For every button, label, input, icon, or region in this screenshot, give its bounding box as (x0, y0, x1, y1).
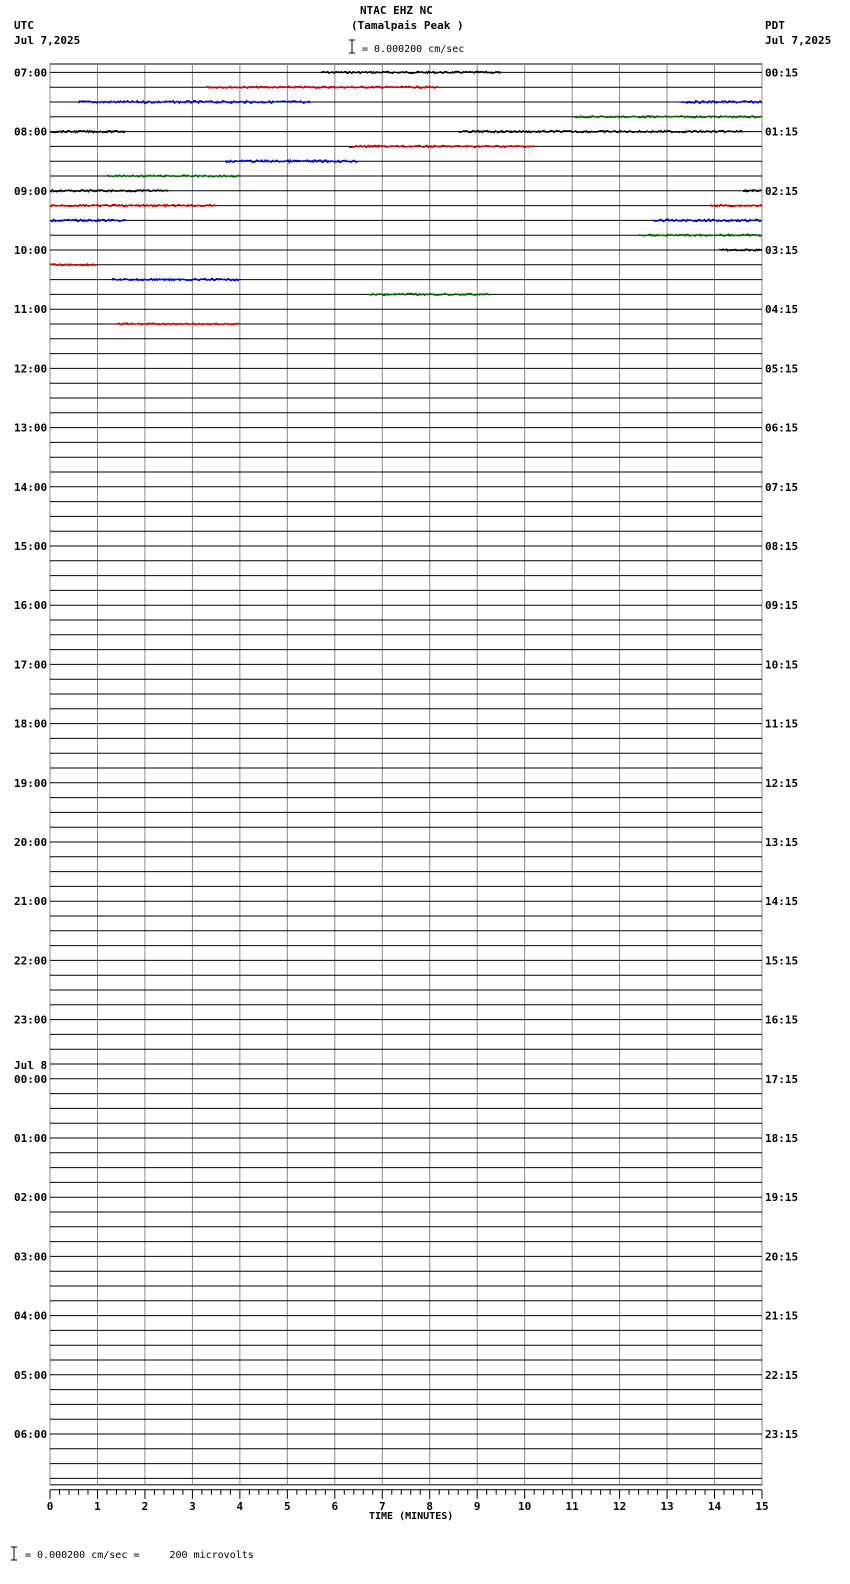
seismic-speck (711, 205, 712, 207)
seismic-speck (228, 323, 229, 325)
pdt-hour-label: 11:15 (765, 717, 799, 731)
seismic-speck (266, 86, 267, 88)
x-tick-label: 8 (426, 1499, 434, 1513)
seismic-speck (695, 234, 696, 236)
seismic-speck (744, 190, 745, 192)
seismic-speck (227, 101, 228, 103)
seismic-speck (756, 234, 757, 236)
utc-hour-label: 20:00 (14, 836, 48, 849)
pdt-hour-label: 01:15 (765, 125, 799, 139)
seismic-speck (59, 190, 60, 192)
seismic-speck (384, 293, 385, 295)
seismic-speck (748, 190, 749, 192)
scale-bar-icon (11, 40, 355, 1560)
seismic-speck (168, 279, 169, 281)
seismic-speck (515, 131, 516, 133)
pdt-hour-label: 20:15 (765, 1250, 799, 1264)
seismic-speck (231, 101, 232, 103)
seismic-speck (84, 264, 85, 266)
pdt-hour-label: 04:15 (765, 303, 799, 317)
seismic-speck (752, 190, 753, 192)
seismic-speck (731, 219, 732, 221)
seismic-speck (691, 101, 692, 103)
seismic-speck (123, 131, 124, 133)
pdt-hour-label: 15:15 (765, 954, 799, 968)
seismic-speck (377, 293, 378, 295)
seismic-burst (226, 160, 358, 162)
seismic-speck (166, 205, 167, 207)
seismic-speck (479, 293, 480, 295)
seismic-speck (377, 145, 378, 147)
seismic-speck (60, 219, 61, 221)
seismic-speck (700, 219, 701, 221)
pdt-hour-label: 02:15 (765, 184, 799, 198)
utc-hour-label: 07:00 (14, 66, 48, 80)
x-tick-label: 13 (660, 1499, 674, 1513)
pdt-hour-label: 23:15 (765, 1428, 799, 1441)
seismic-speck (445, 145, 446, 147)
seismic-speck (354, 71, 355, 73)
seismic-speck (111, 219, 112, 221)
seismic-speck (416, 71, 417, 73)
seismic-speck (736, 219, 737, 221)
seismic-speck (429, 71, 430, 73)
x-tick-label: 5 (284, 1499, 291, 1513)
seismic-speck (177, 323, 178, 325)
seismic-speck (99, 219, 100, 221)
utc-hour-label: 14:00 (14, 480, 48, 494)
seismic-speck (61, 205, 62, 207)
seismic-speck (715, 116, 716, 118)
x-tick-label: 0 (46, 1499, 54, 1513)
seismic-speck (139, 175, 140, 177)
seismic-speck (740, 205, 741, 207)
seismic-burst (50, 264, 97, 266)
seismic-speck (654, 234, 655, 236)
seismic-speck (746, 205, 747, 207)
pdt-hour-label: 21:15 (765, 1309, 799, 1323)
seismic-speck (121, 175, 122, 177)
seismic-speck (475, 131, 476, 133)
seismic-burst (681, 101, 761, 103)
seismic-speck (94, 131, 95, 133)
seismic-speck (599, 116, 600, 118)
seismic-speck (67, 131, 68, 133)
right-timezone: PDT (765, 19, 785, 32)
seismic-speck (57, 131, 58, 133)
seismic-speck (220, 86, 221, 88)
seismic-speck (155, 323, 156, 325)
seismic-speck (688, 101, 689, 103)
seismic-speck (753, 190, 754, 192)
seismic-speck (167, 190, 168, 192)
pdt-hour-label: 18:15 (765, 1132, 799, 1145)
seismic-speck (501, 131, 502, 133)
seismic-speck (163, 279, 164, 281)
seismic-speck (202, 323, 203, 325)
seismic-speck (106, 131, 107, 133)
seismic-speck (299, 160, 300, 162)
seismic-speck (371, 86, 372, 88)
seismic-speck (688, 234, 689, 236)
seismic-speck (157, 279, 158, 281)
seismic-speck (757, 190, 758, 192)
seismic-speck (730, 205, 731, 207)
seismic-speck (736, 116, 737, 118)
seismic-speck (760, 205, 761, 207)
pdt-hour-label: 03:15 (765, 244, 799, 257)
seismic-speck (331, 86, 332, 88)
seismic-speck (759, 234, 760, 236)
seismic-speck (748, 101, 749, 103)
x-tick-label: 12 (612, 1499, 627, 1513)
location-subtitle: (Tamalpais Peak ) (351, 19, 464, 32)
seismic-speck (503, 131, 504, 133)
seismic-speck (91, 264, 92, 266)
seismic-speck (130, 190, 131, 192)
seismic-speck (100, 205, 101, 207)
utc-hour-label: 16:00 (14, 599, 48, 613)
seismic-speck (136, 190, 137, 192)
seismic-speck (64, 264, 65, 266)
utc-hour-label: 18:00 (14, 717, 48, 731)
seismic-speck (187, 205, 188, 207)
x-tick-label: 1 (94, 1499, 101, 1513)
seismic-speck (715, 101, 716, 103)
seismic-speck (512, 145, 513, 147)
seismic-speck (716, 101, 717, 103)
seismic-speck (727, 249, 728, 251)
seismic-speck (158, 323, 159, 325)
seismic-speck (60, 264, 61, 266)
x-tick-label: 3 (189, 1499, 196, 1513)
seismic-speck (745, 190, 746, 192)
seismic-speck (718, 219, 719, 221)
seismic-speck (731, 249, 732, 251)
seismic-speck (728, 205, 729, 207)
seismic-speck (459, 293, 460, 295)
seismic-speck (146, 323, 147, 325)
seismic-burst (653, 219, 761, 221)
seismic-burst (50, 190, 168, 192)
seismic-speck (439, 145, 440, 147)
seismic-speck (620, 131, 621, 133)
x-tick-label: 4 (236, 1499, 244, 1513)
seismic-speck (333, 71, 334, 73)
seismic-speck (136, 101, 137, 103)
seismic-speck (401, 145, 402, 147)
date-change-label: Jul 8 (14, 1058, 48, 1072)
seismic-speck (74, 205, 75, 207)
seismic-speck (55, 219, 56, 221)
seismic-speck (638, 116, 639, 118)
utc-hour-label: 04:00 (14, 1309, 48, 1323)
seismic-speck (141, 279, 142, 281)
seismic-speck (96, 190, 97, 192)
seismic-speck (116, 175, 117, 177)
seismic-speck (111, 190, 112, 192)
x-tick-label: 11 (565, 1499, 579, 1513)
seismic-speck (136, 279, 137, 281)
seismic-speck (127, 323, 128, 325)
seismic-speck (134, 205, 135, 207)
seismic-speck (734, 131, 735, 133)
seismic-speck (137, 175, 138, 177)
pdt-hour-label: 09:15 (765, 599, 799, 613)
x-tick-label: 9 (473, 1499, 481, 1513)
seismic-speck (398, 145, 399, 147)
left-timezone: UTC (14, 19, 34, 32)
seismic-speck (761, 249, 762, 251)
seismic-speck (730, 234, 731, 236)
seismic-speck (104, 219, 105, 221)
seismic-speck (695, 219, 696, 221)
seismic-speck (758, 249, 759, 251)
x-tick-label: 15 (755, 1499, 769, 1513)
seismic-speck (750, 249, 751, 251)
utc-hour-label: 17:00 (14, 658, 48, 672)
pdt-hour-label: 22:15 (765, 1368, 799, 1382)
pdt-hour-label: 08:15 (765, 540, 799, 553)
pdt-hour-label: 16:15 (765, 1013, 799, 1027)
seismic-speck (207, 323, 208, 325)
seismic-speck (326, 71, 327, 73)
seismic-speck (99, 190, 100, 192)
seismic-speck (322, 86, 323, 88)
utc-hour-label: 09:00 (14, 184, 48, 198)
seismic-speck (615, 116, 616, 118)
seismic-speck (576, 116, 577, 118)
seismic-speck (282, 86, 283, 88)
utc-hour-label: 11:00 (14, 303, 48, 317)
right-date: Jul 7,2025 (765, 34, 832, 47)
seismic-speck (537, 131, 538, 133)
seismic-speck (322, 160, 323, 162)
seismic-speck (756, 101, 757, 103)
seismic-speck (389, 71, 390, 73)
utc-hour-label: 06:00 (14, 1428, 48, 1441)
seismic-speck (119, 205, 120, 207)
seismic-burst (107, 175, 239, 177)
seismic-speck (447, 145, 448, 147)
seismic-speck (124, 219, 125, 221)
seismic-speck (294, 160, 295, 162)
seismic-speck (84, 190, 85, 192)
pdt-hour-label: 00:15 (765, 66, 799, 80)
seismic-speck (681, 219, 682, 221)
seismic-speck (749, 205, 750, 207)
utc-hour-label: 23:00 (14, 1013, 48, 1027)
utc-hour-label: 02:00 (14, 1191, 48, 1205)
pdt-hour-label: 06:15 (765, 421, 799, 435)
pdt-hour-label: 14:15 (765, 895, 799, 909)
utc-hour-label: 01:00 (14, 1132, 48, 1145)
seismic-speck (484, 71, 485, 73)
footer-scale-label: = 0.000200 cm/sec = 200 microvolts (25, 1550, 254, 1561)
seismic-speck (656, 234, 657, 236)
seismic-speck (83, 219, 84, 221)
utc-hour-label: 08:00 (14, 125, 48, 139)
seismic-speck (261, 160, 262, 162)
seismic-speck (54, 264, 55, 266)
seismic-speck (621, 116, 622, 118)
seismic-speck (431, 145, 432, 147)
seismic-speck (161, 175, 162, 177)
seismic-speck (684, 219, 685, 221)
seismic-speck (733, 101, 734, 103)
seismic-speck (81, 264, 82, 266)
seismic-speck (715, 205, 716, 207)
utc-hour-label: 03:00 (14, 1250, 48, 1264)
seismic-speck (131, 279, 132, 281)
seismic-speck (296, 160, 297, 162)
seismic-speck (131, 205, 132, 207)
x-tick-label: 14 (707, 1499, 722, 1513)
seismic-speck (513, 131, 514, 133)
seismic-speck (235, 86, 236, 88)
left-date: Jul 7,2025 (14, 34, 81, 47)
seismic-speck (202, 101, 203, 103)
seismic-speck (418, 145, 419, 147)
seismic-speck (416, 293, 417, 295)
utc-hour-label: 19:00 (14, 776, 48, 790)
seismic-speck (76, 264, 77, 266)
seismic-speck (688, 116, 689, 118)
seismic-speck (191, 101, 192, 103)
seismic-speck (111, 131, 112, 133)
seismic-speck (738, 234, 739, 236)
seismic-speck (264, 86, 265, 88)
pdt-hour-label: 12:15 (765, 776, 799, 790)
seismic-speck (81, 205, 82, 207)
seismic-speck (112, 279, 113, 281)
utc-hour-label: 05:00 (14, 1368, 48, 1382)
seismic-speck (326, 160, 327, 162)
seismic-speck (244, 101, 245, 103)
x-axis-label: TIME (MINUTES) (369, 1511, 454, 1522)
utc-hour-label: 22:00 (14, 954, 48, 968)
seismic-speck (386, 293, 387, 295)
seismic-speck (94, 101, 95, 103)
pdt-hour-label: 19:15 (765, 1191, 799, 1205)
seismic-speck (61, 131, 62, 133)
seismic-speck (175, 205, 176, 207)
seismic-speck (193, 279, 194, 281)
seismic-speck (678, 219, 679, 221)
seismic-speck (312, 160, 313, 162)
pdt-hour-label: 10:15 (765, 658, 799, 672)
seismic-speck (400, 71, 401, 73)
seismic-speck (108, 101, 109, 103)
utc-hour-label: 15:00 (14, 540, 48, 553)
pdt-hour-label: 13:15 (765, 836, 799, 849)
seismic-speck (653, 116, 654, 118)
utc-hour-label: 00:00 (14, 1072, 48, 1086)
seismic-speck (165, 175, 166, 177)
seismic-speck (88, 219, 89, 221)
utc-hour-label: 21:00 (14, 895, 48, 909)
x-tick-label: 10 (518, 1499, 532, 1513)
seismic-speck (717, 205, 718, 207)
seismic-speck (262, 101, 263, 103)
seismic-speck (418, 71, 419, 73)
seismic-speck (695, 101, 696, 103)
seismic-speck (728, 101, 729, 103)
seismic-speck (76, 219, 77, 221)
seismic-speck (120, 131, 121, 133)
seismic-speck (385, 293, 386, 295)
station-title: NTAC EHZ NC (360, 4, 433, 17)
seismic-speck (124, 101, 125, 103)
seismic-speck (87, 264, 88, 266)
seismic-speck (210, 86, 211, 88)
x-tick-label: 7 (378, 1499, 386, 1513)
seismic-speck (511, 131, 512, 133)
seismic-speck (706, 234, 707, 236)
seismic-speck (129, 175, 130, 177)
pdt-hour-label: 07:15 (765, 480, 799, 494)
pdt-hour-label: 17:15 (765, 1072, 799, 1086)
utc-hour-label: 13:00 (14, 421, 48, 435)
seismic-speck (509, 131, 510, 133)
seismic-speck (194, 175, 195, 177)
seismic-speck (742, 249, 743, 251)
pdt-hour-label: 05:15 (765, 362, 799, 376)
x-tick-label: 2 (141, 1499, 149, 1513)
seismic-speck (687, 101, 688, 103)
seismic-speck (662, 219, 663, 221)
seismic-speck (158, 175, 159, 177)
seismic-speck (457, 293, 458, 295)
seismic-speck (739, 116, 740, 118)
seismic-speck (728, 234, 729, 236)
utc-hour-label: 12:00 (14, 362, 48, 376)
seismic-speck (328, 160, 329, 162)
seismic-speck (226, 160, 227, 162)
seismic-speck (330, 86, 331, 88)
seismic-speck (756, 249, 757, 251)
seismic-speck (734, 249, 735, 251)
utc-hour-label: 10:00 (14, 244, 48, 257)
seismic-speck (232, 175, 233, 177)
scale-label: = 0.000200 cm/sec (362, 44, 465, 55)
x-tick-label: 6 (331, 1499, 339, 1513)
seismic-speck (375, 71, 376, 73)
seismic-speck (86, 190, 87, 192)
seismic-speck (388, 293, 389, 295)
seismic-speck (181, 323, 182, 325)
seismic-speck (736, 249, 737, 251)
seismic-speck (371, 145, 372, 147)
